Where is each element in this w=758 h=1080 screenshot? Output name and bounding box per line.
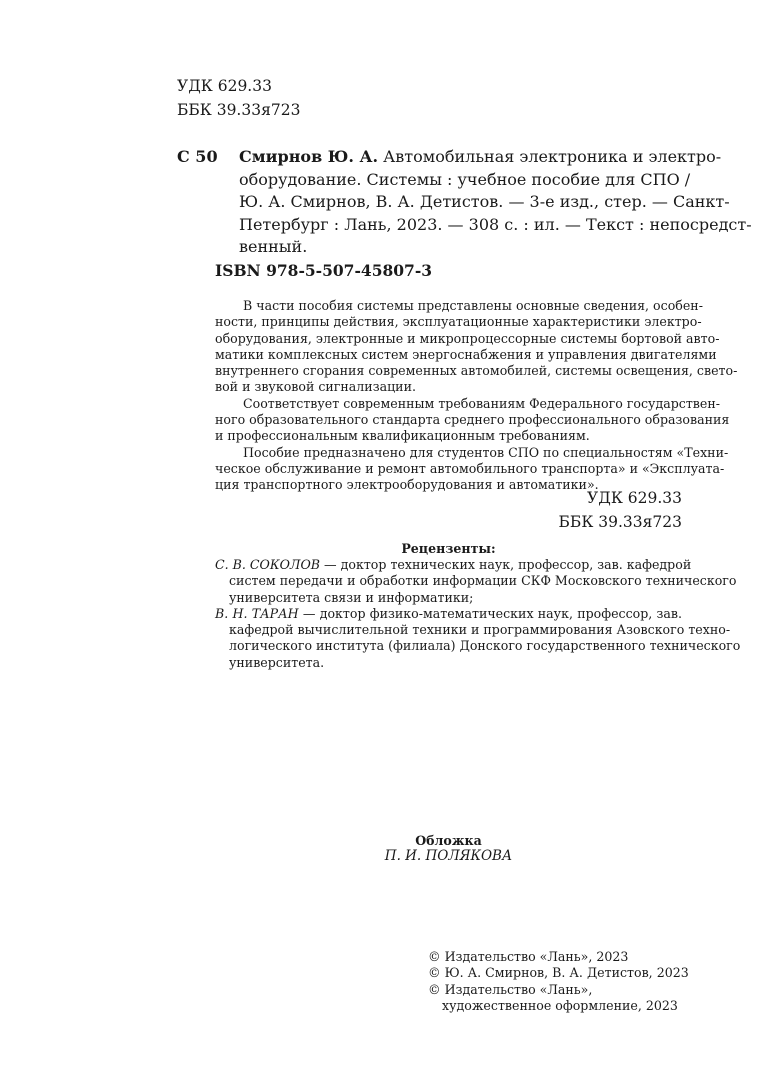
cover-designer-name: П. И. ПОЛЯКОВА bbox=[384, 848, 513, 864]
isbn: ISBN 978-5-507-45807-3 bbox=[215, 261, 433, 280]
copyright-line: © Издательство «Лань», bbox=[428, 981, 593, 997]
bottom-classification-codes bbox=[559, 486, 682, 534]
reviewer-line: логического института (филиала) Донского государственного технического bbox=[229, 638, 741, 654]
annotation bbox=[215, 298, 738, 494]
entry-line: венный. bbox=[239, 237, 308, 256]
reviewer-line: В. Н. ТАРАН — доктор физико-математических наук, профессор, зав. bbox=[215, 605, 682, 621]
entry-line: оборудование. Системы : учебное пособие для СПО / bbox=[239, 169, 691, 189]
copyright-line: художественное оформление, 2023 bbox=[442, 997, 678, 1013]
reviewer-line: университета связи и информатики; bbox=[229, 589, 474, 605]
cover-credit-label: Обложка bbox=[415, 833, 482, 848]
reviewer-line: кафедрой вычислительной техники и программирования Азовского техно- bbox=[229, 622, 731, 638]
reviewer-line: С. В. СОКОЛОВ — доктор технических наук, профессор, зав. кафедрой bbox=[215, 557, 692, 572]
reviewers-list bbox=[215, 557, 741, 671]
annotation-paragraph: В части пособия системы представлены основные сведения, особен- ности, принципы действия, эксплуатационные характеристики электро- оборудования, электронные и микропроцессорные системы бортовой авто- матики комплексных систем энергоснабжения и управления двигателями внутреннего сгорания современных автомобилей, системы освещения, свето- вой и звуковой сигнализации. bbox=[215, 298, 738, 395]
entry-line: Ю. А. Смирнов, В. А. Детистов. — 3-е изд., стер. — Санкт- bbox=[239, 192, 730, 211]
reviewers-title: Рецензенты: bbox=[401, 541, 496, 556]
entry-line: Смирнов Ю. А. Автомобильная электроника и электро- bbox=[239, 147, 722, 166]
reviewer-line: университета. bbox=[229, 654, 325, 670]
author-mark: С 50 bbox=[177, 147, 218, 166]
entry-line: Петербург : Лань, 2023. — 308 с. : ил. — Текст : непосредст- bbox=[239, 214, 752, 234]
udk-code-bottom: УДК 629.33 bbox=[587, 489, 682, 507]
reviewer-line: систем передачи и обработки информации СКФ Московского технического bbox=[229, 573, 737, 589]
udk-code-top: УДК 629.33 bbox=[177, 77, 272, 95]
bibliographic-description bbox=[239, 146, 752, 259]
annotation-paragraph: Соответствует современным требованиям Федерального государствен- ного образовательного стандарта среднего профессионального образования и профессиональным квалификационным требованиям. bbox=[215, 395, 730, 444]
copyright-block bbox=[428, 949, 689, 1014]
copyright-line: © Ю. А. Смирнов, В. А. Детистов, 2023 bbox=[428, 965, 689, 981]
reviewer-name: В. Н. ТАРАН bbox=[215, 605, 299, 621]
bbk-code-top: ББК 39.33я723 bbox=[177, 101, 301, 119]
reviewer-name: С. В. СОКОЛОВ bbox=[215, 557, 321, 572]
author-name: Смирнов Ю. А. bbox=[239, 147, 379, 166]
top-classification-codes bbox=[177, 74, 300, 122]
annotation-paragraph: Пособие предназначено для студентов СПО по специальностям «Техни- ческое обслуживание и ремонт автомобильного транспорта» и «Эксплуата- ция транспортного электрооборудования и автоматики». bbox=[215, 444, 729, 493]
copyright-line: © Издательство «Лань», 2023 bbox=[428, 949, 629, 964]
bbk-code-bottom: ББК 39.33я723 bbox=[558, 513, 682, 531]
